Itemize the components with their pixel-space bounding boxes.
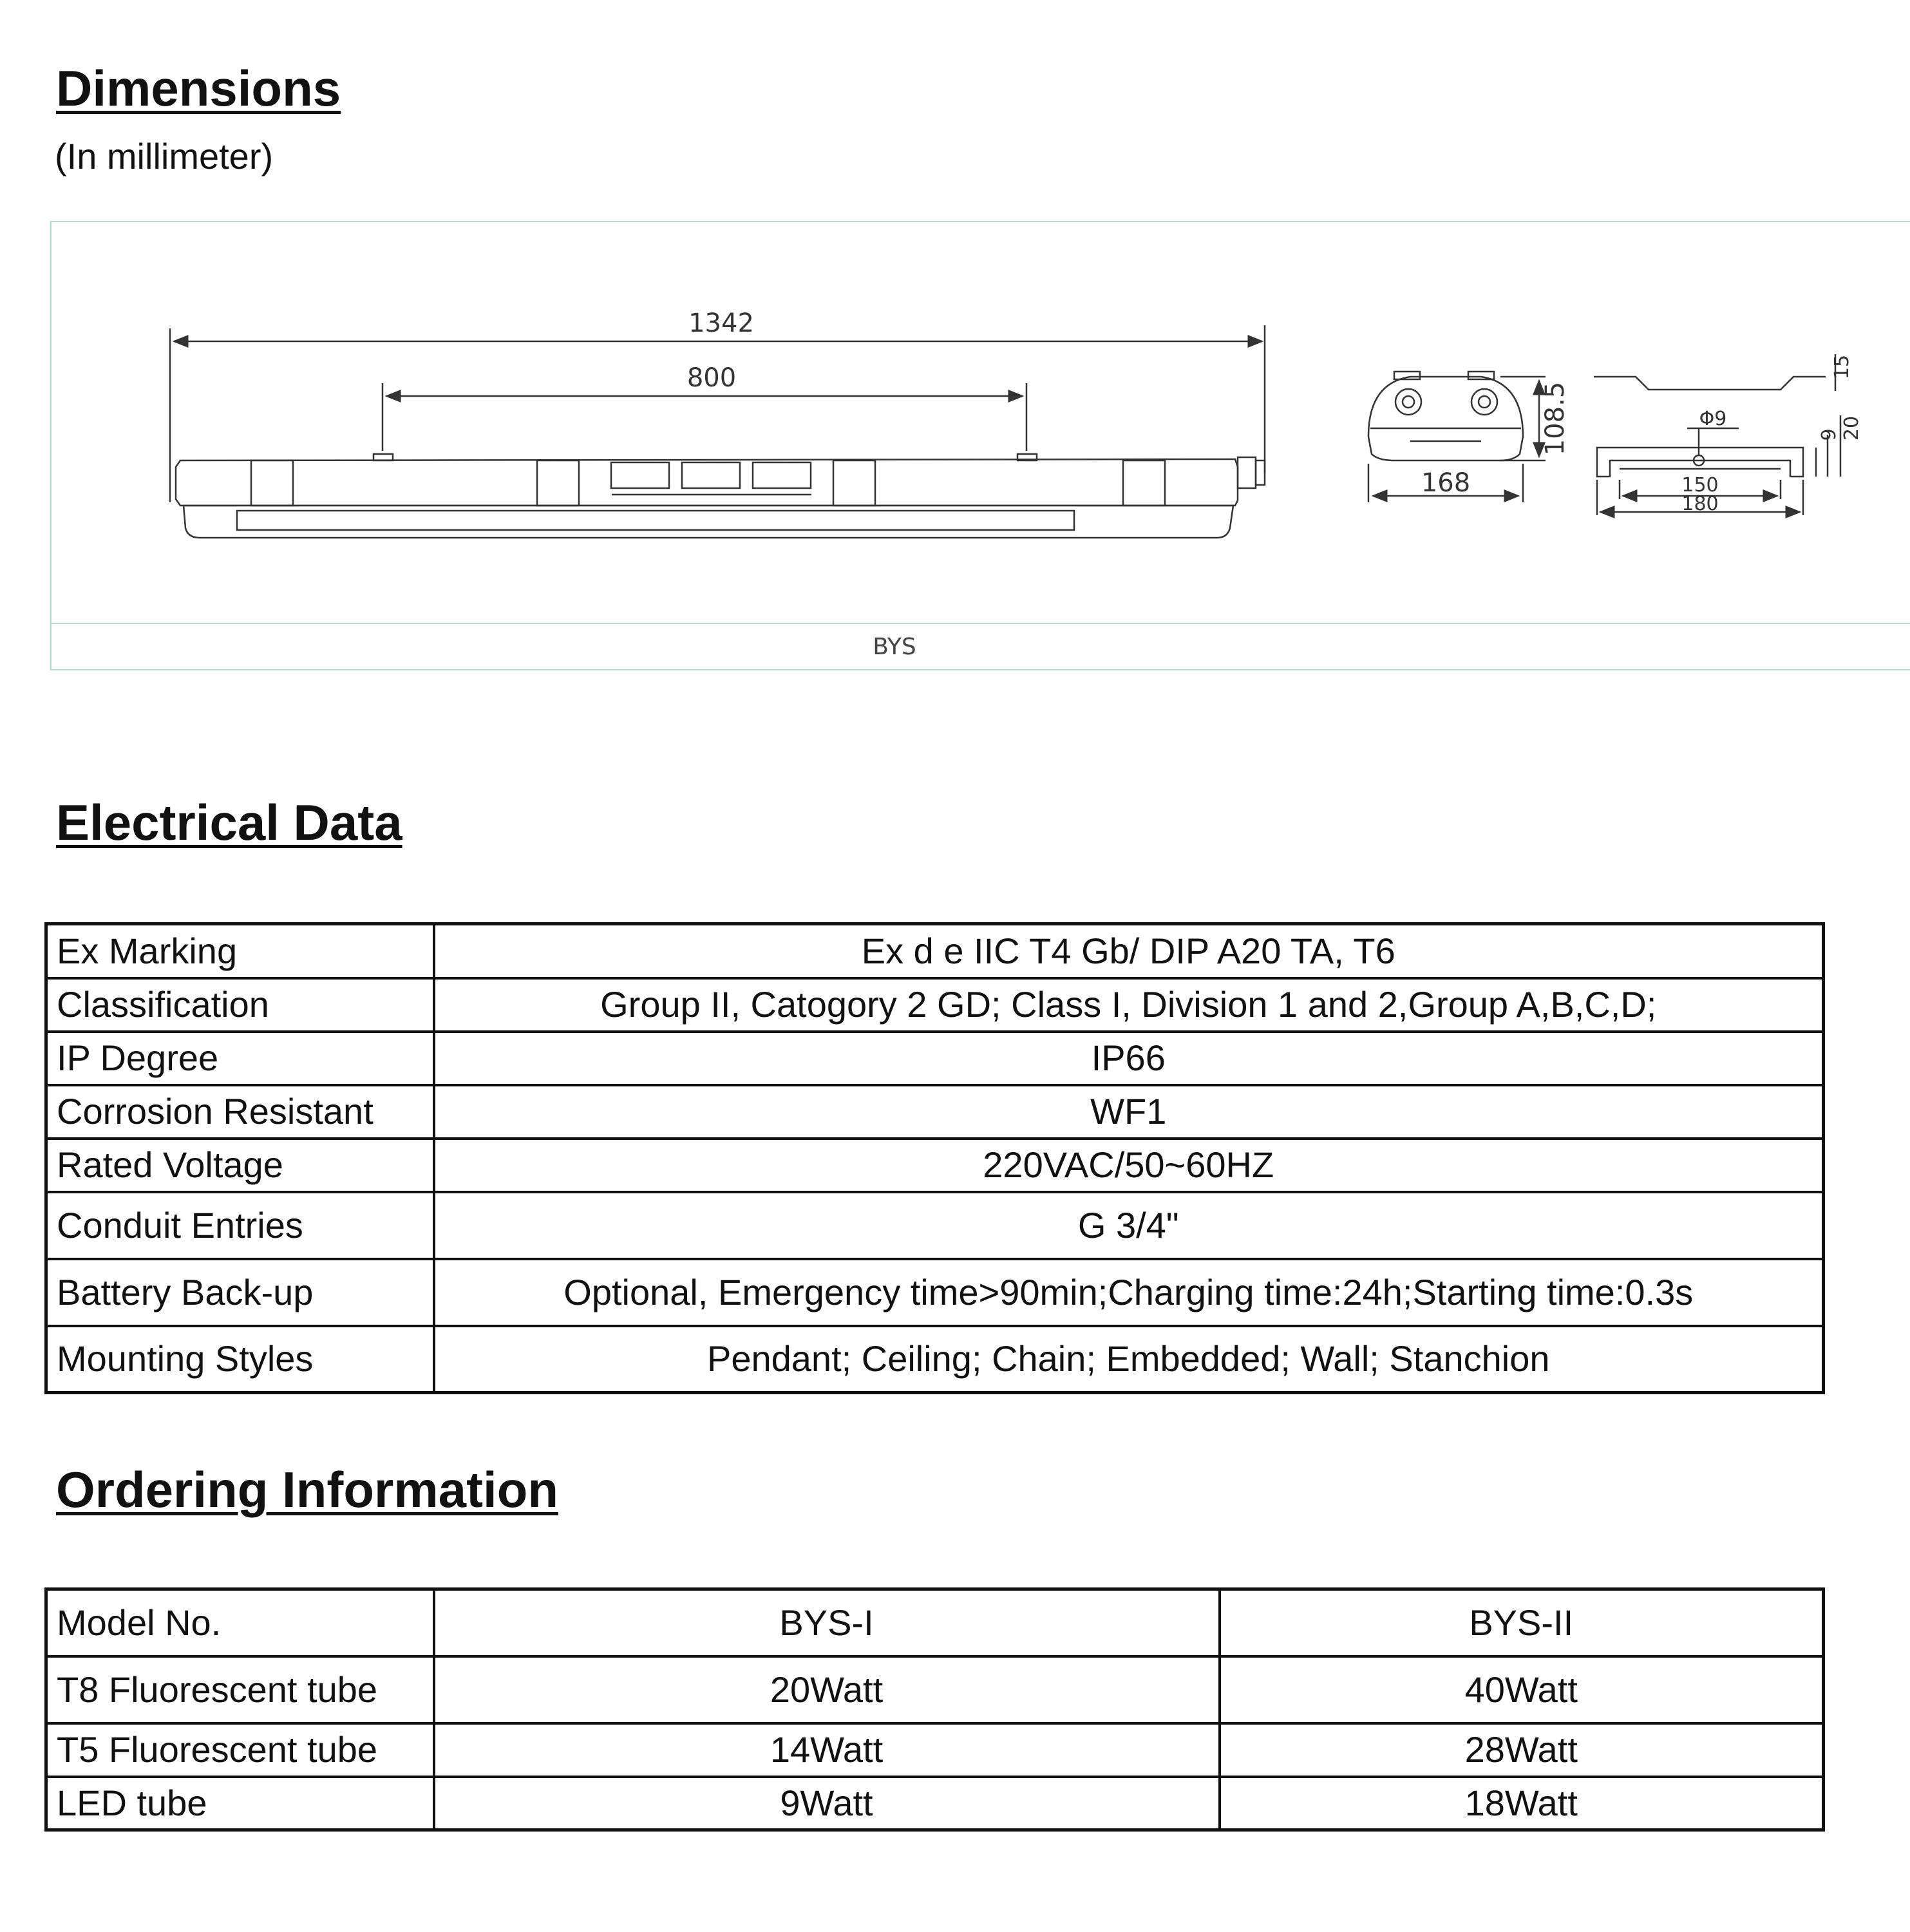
table-row — [46, 1326, 1824, 1393]
table-row — [46, 1085, 1824, 1139]
row-value-col1: 20Watt — [434, 1656, 1220, 1723]
hole-diameter-label: Φ9 — [1699, 408, 1727, 430]
table-row — [46, 924, 1824, 978]
model-col2-header: BYS-II — [1220, 1589, 1824, 1656]
row-value-col2: 18Watt — [1220, 1777, 1824, 1830]
row-label: IP Degree — [46, 1032, 434, 1085]
row-label: T5 Fluorescent tube — [46, 1723, 434, 1777]
bracket-hole-spacing-label: 150 — [1681, 474, 1719, 497]
table-row — [46, 978, 1824, 1032]
model-col1-header: BYS-I — [434, 1589, 1220, 1656]
bracket-side-view — [1594, 377, 1826, 390]
table-row — [46, 1192, 1824, 1259]
height-label: 108.5 — [1540, 381, 1570, 456]
row-value-col2: 28Watt — [1220, 1723, 1824, 1777]
row-value: 220VAC/50~60HZ — [434, 1139, 1824, 1192]
mount-spacing-label: 800 — [686, 363, 737, 393]
ordering-information-title: Ordering Information — [56, 1461, 558, 1518]
row-label: Classification — [46, 978, 434, 1032]
row-label: Conduit Entries — [46, 1192, 434, 1259]
drawing-caption-bar — [52, 623, 1910, 669]
row-value-col1: 9Watt — [434, 1777, 1220, 1830]
row-value: Group II, Catogory 2 GD; Class I, Division 1 and 2,Group A,B,C,D; — [434, 978, 1824, 1032]
row-label: Ex Marking — [46, 924, 434, 978]
row-value: Pendant; Ceiling; Chain; Embedded; Wall; Stanchion — [434, 1326, 1824, 1393]
table-row — [46, 1723, 1824, 1777]
row-label: Corrosion Resistant — [46, 1085, 434, 1139]
model-no-header: Model No. — [46, 1589, 434, 1656]
bracket-plan-view — [1597, 448, 1803, 477]
dimension-drawing-panel — [50, 221, 1910, 670]
bracket-dim-9-label: 9 — [1818, 428, 1840, 441]
overall-length-label: 1342 — [688, 308, 754, 338]
model-caption: BYS — [873, 633, 916, 660]
electrical-data-title: Electrical Data — [56, 794, 402, 851]
table-row — [46, 1656, 1824, 1723]
row-value: Optional, Emergency time>90min;Charging time:24h;Starting time:0.3s — [434, 1259, 1824, 1326]
row-label: LED tube — [46, 1777, 434, 1830]
row-label: Mounting Styles — [46, 1326, 434, 1393]
fixture-dimension-drawing — [52, 222, 1910, 627]
bracket-length-label: 180 — [1681, 493, 1719, 515]
table-header-row — [46, 1589, 1824, 1656]
table-row — [46, 1139, 1824, 1192]
table-row — [46, 1032, 1824, 1085]
electrical-data-table — [44, 922, 1825, 1394]
ordering-information-table — [44, 1587, 1825, 1832]
row-value: G 3/4" — [434, 1192, 1824, 1259]
bracket-dim-15-label: 15 — [1831, 354, 1853, 380]
dimensions-title: Dimensions — [56, 60, 341, 117]
row-value: IP66 — [434, 1032, 1824, 1085]
units-subtitle: (In millimeter) — [55, 136, 274, 176]
table-row — [46, 1777, 1824, 1830]
row-label: T8 Fluorescent tube — [46, 1656, 434, 1723]
row-value-col1: 14Watt — [434, 1723, 1220, 1777]
bracket-dim-20-label: 20 — [1840, 415, 1863, 441]
row-value: Ex d e IIC T4 Gb/ DIP A20 TA, T6 — [434, 924, 1824, 978]
row-value-col2: 40Watt — [1220, 1656, 1824, 1723]
row-value: WF1 — [434, 1085, 1824, 1139]
row-label: Battery Back-up — [46, 1259, 434, 1326]
row-label: Rated Voltage — [46, 1139, 434, 1192]
table-row — [46, 1259, 1824, 1326]
end-view-outline — [1368, 377, 1523, 460]
width-label: 168 — [1421, 468, 1471, 498]
